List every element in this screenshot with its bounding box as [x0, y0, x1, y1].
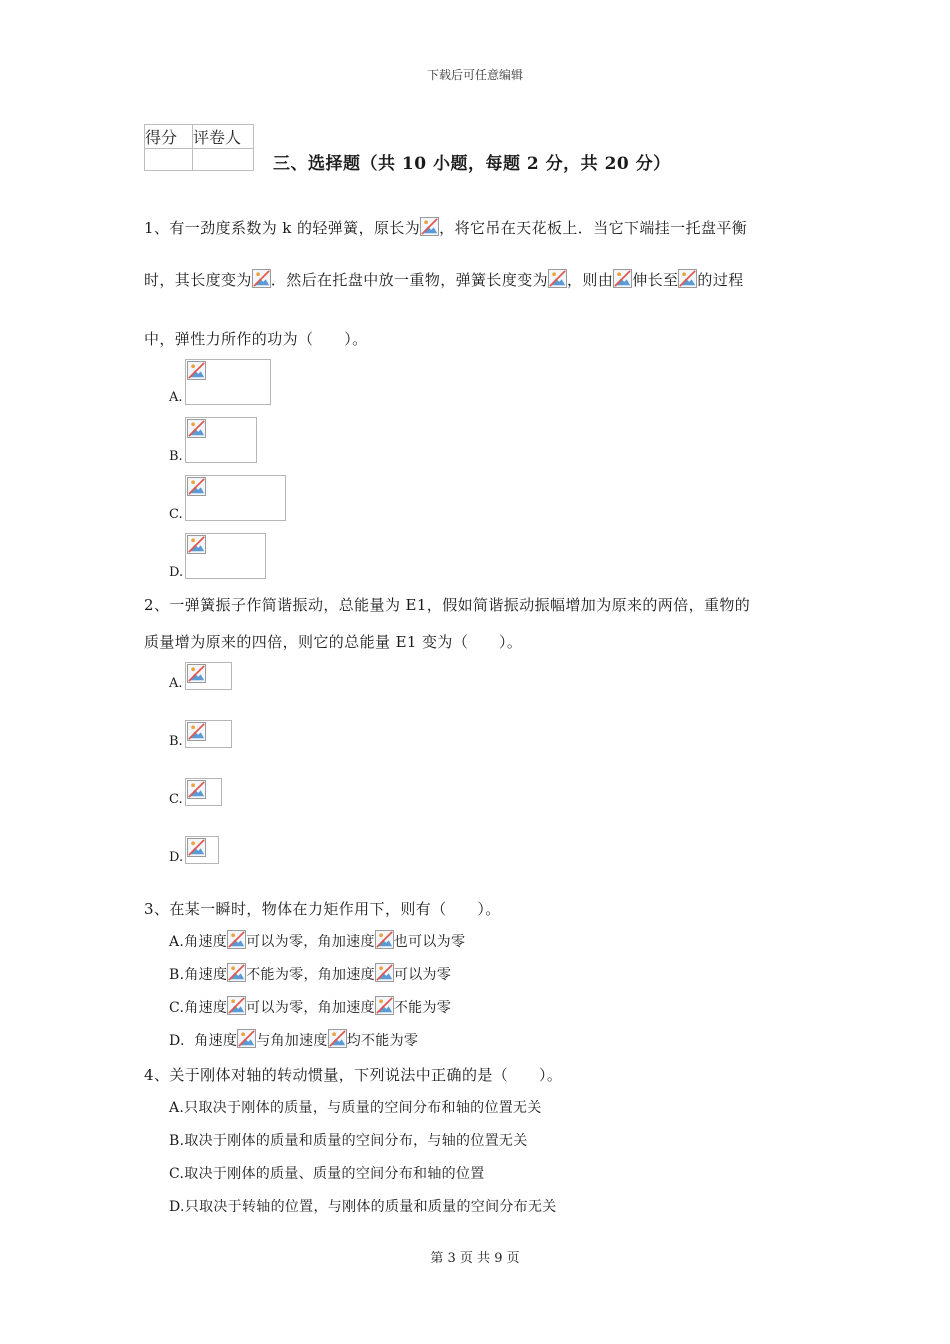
- q2-line1: 2、一弹簧振子作简谐振动，总能量为 E1，假如简谐振动振幅增加为原来的两倍，重物的: [144, 596, 751, 614]
- q1-line1: [144, 217, 747, 238]
- q1-option-d-label[interactable]: D.: [169, 565, 184, 580]
- section-title: 三、选择题（共 10 小题，每题 2 分，共 20 分）: [273, 154, 671, 174]
- broken-image-icon: [227, 996, 246, 1015]
- option-text: 可以为零，角加速度: [246, 934, 375, 950]
- broken-image-icon: [187, 780, 206, 799]
- q2-option-a-label[interactable]: A.: [169, 676, 183, 691]
- option-text: 也可以为零: [393, 934, 466, 950]
- q3-option-c[interactable]: [169, 996, 451, 1017]
- option-text: 可以为零: [393, 967, 452, 983]
- q1-text: 伸长至: [632, 271, 679, 289]
- page-header: 下载后可任意编辑: [426, 68, 523, 82]
- broken-image-icon: [187, 477, 206, 496]
- q1-text: ，将它吊在天花板上．当它下端挂一托盘平衡: [439, 219, 748, 237]
- q1-option-c-label[interactable]: C.: [169, 507, 183, 522]
- broken-image-icon: [678, 269, 697, 288]
- option-text: A.角速度: [169, 934, 228, 950]
- broken-image-icon: [187, 361, 206, 380]
- q1-text: 的过程: [697, 271, 744, 289]
- broken-image-icon: [613, 269, 632, 288]
- option-text: 均不能为零: [346, 1033, 419, 1049]
- broken-image-icon: [252, 269, 271, 288]
- score-table: [144, 124, 254, 171]
- q2-option-b-label[interactable]: B.: [169, 734, 183, 749]
- q2-option-c-image[interactable]: [185, 778, 222, 806]
- q1-text: ．然后在托盘中放一重物，弹簧长度变为: [270, 271, 549, 289]
- q1-text: ，则由: [567, 271, 614, 289]
- q4-stem: 4、关于刚体对轴的转动惯量，下列说法中正确的是（ ）。: [144, 1066, 563, 1084]
- q1-option-d-image[interactable]: [185, 533, 266, 579]
- option-text: 与角加速度: [256, 1033, 328, 1049]
- q1-option-b-label[interactable]: B.: [169, 449, 183, 464]
- q3-stem: 3、在某一瞬时，物体在力矩作用下，则有（ ）。: [144, 900, 501, 918]
- q4-option-b[interactable]: B.取决于刚体的质量和质量的空间分布，与轴的位置无关: [169, 1133, 528, 1149]
- q2-option-a-image[interactable]: [185, 662, 232, 690]
- q1-text: 时，其长度变为: [144, 271, 252, 289]
- broken-image-icon: [375, 930, 394, 949]
- q4-option-d[interactable]: D.只取决于转轴的位置，与刚体的质量和质量的空间分布无关: [169, 1199, 557, 1215]
- q3-option-b[interactable]: [169, 963, 451, 984]
- score-cell[interactable]: [145, 149, 193, 171]
- broken-image-icon: [237, 1029, 256, 1048]
- q1-option-a-image[interactable]: [185, 359, 271, 405]
- broken-image-icon: [187, 419, 206, 438]
- option-text: 不能为零，角加速度: [246, 967, 375, 983]
- broken-image-icon: [227, 963, 246, 982]
- grader-cell[interactable]: [193, 149, 254, 171]
- score-header: 得分: [145, 125, 193, 149]
- q2-option-d-image[interactable]: [185, 836, 219, 864]
- broken-image-icon: [187, 535, 206, 554]
- q1-option-a-label[interactable]: A.: [169, 390, 183, 405]
- broken-image-icon: [375, 996, 394, 1015]
- q2-option-c-label[interactable]: C.: [169, 792, 183, 807]
- q1-option-b-image[interactable]: [185, 417, 257, 463]
- broken-image-icon: [328, 1029, 347, 1048]
- q4-option-c[interactable]: C.取决于刚体的质量、质量的空间分布和轴的位置: [169, 1166, 485, 1182]
- broken-image-icon: [375, 963, 394, 982]
- q2-option-b-image[interactable]: [185, 720, 232, 748]
- broken-image-icon: [187, 722, 206, 741]
- q3-option-d[interactable]: [169, 1029, 418, 1050]
- page-footer: 第 3 页 共 9 页: [430, 1251, 520, 1266]
- q1-line2: [144, 269, 744, 290]
- q3-option-a[interactable]: [169, 930, 465, 951]
- q1-option-c-image[interactable]: [185, 475, 286, 521]
- broken-image-icon: [187, 664, 206, 683]
- option-text: 可以为零，角加速度: [246, 1000, 375, 1016]
- option-text: D. 角速度: [169, 1033, 238, 1049]
- broken-image-icon: [548, 269, 567, 288]
- q1-line3: 中，弹性力所作的功为（ ）。: [144, 330, 368, 348]
- option-text: 不能为零: [393, 1000, 452, 1016]
- broken-image-icon: [420, 217, 439, 236]
- q1-text: 1、有一劲度系数为 k 的轻弹簧，原长为: [144, 219, 421, 237]
- broken-image-icon: [227, 930, 246, 949]
- broken-image-icon: [187, 838, 206, 857]
- option-text: C.角速度: [169, 1000, 228, 1016]
- q4-option-a[interactable]: A.只取决于刚体的质量，与质量的空间分布和轴的位置无关: [169, 1100, 542, 1116]
- q2-option-d-label[interactable]: D.: [169, 850, 184, 865]
- q2-line2: 质量增为原来的四倍，则它的总能量 E1 变为（ ）。: [144, 633, 523, 651]
- grader-header: 评卷人: [193, 125, 254, 149]
- option-text: B.角速度: [169, 967, 228, 983]
